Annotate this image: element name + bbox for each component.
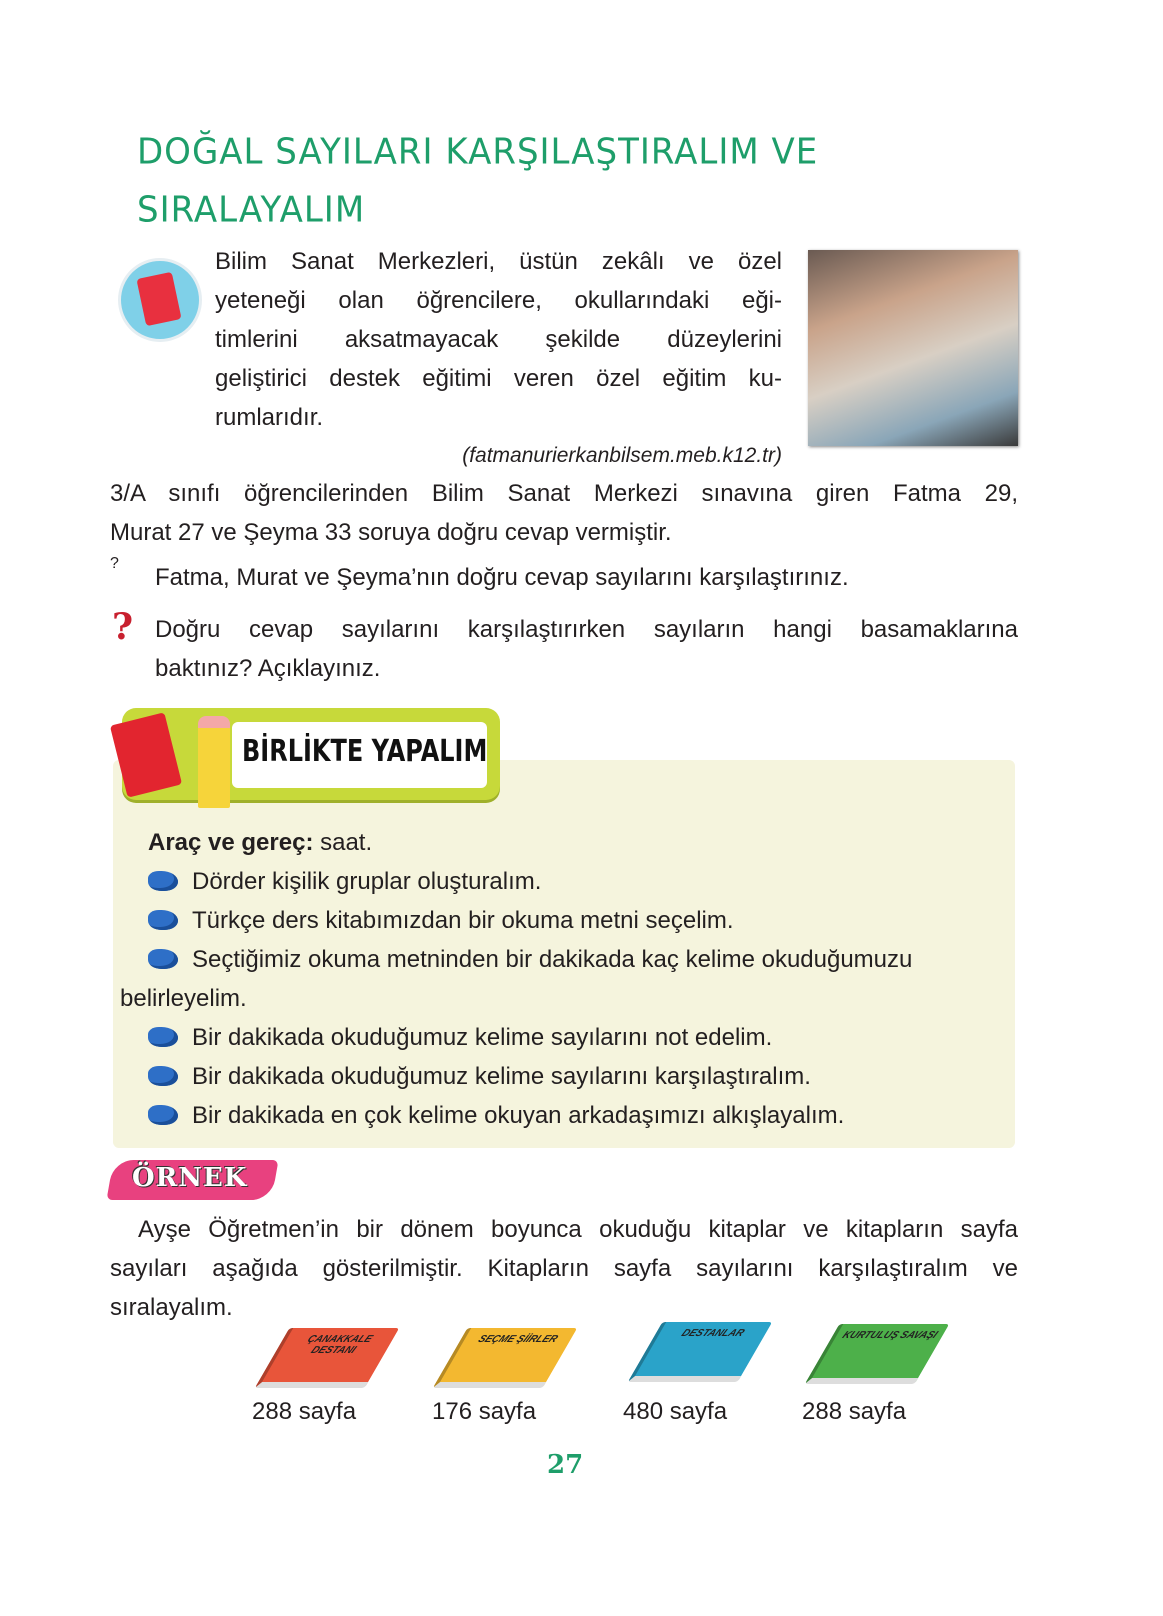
activity-step: Bir dakikada okuduğumuz kelime sayılarını not edelim. [148, 1018, 1018, 1057]
bullet-icon [148, 910, 178, 930]
section-title-line2: SIRALAYALIM [137, 189, 366, 231]
section-title-line1: DOĞAL SAYILARI KARŞILAŞTIRALIM VE [137, 131, 819, 173]
book-destanlar: DESTANLAR [628, 1322, 773, 1382]
example-line: sıralayalım. [110, 1294, 233, 1321]
bullet-icon [148, 1105, 178, 1125]
intro-line: geliştirici destek eğitimi veren özel eğitim ku- [215, 365, 782, 392]
activity-steps [120, 862, 1018, 1135]
bullet-icon [148, 1027, 178, 1047]
intro-line: yeteneği olan öğrencilere, okullarındaki eği- [215, 287, 782, 314]
problem-line: Murat 27 ve Şeyma 33 soruya doğru cevap vermiştir. [110, 519, 672, 546]
source-citation: (fatmanurierkanbilsem.meb.k12.tr) [462, 444, 782, 467]
example-line: Ayşe Öğretmen’in bir dönem boyunca okuduğu kitaplar ve kitapların sayfa [138, 1216, 1018, 1243]
book-page-count: 288 sayfa [802, 1398, 907, 1425]
problem-paragraph [110, 474, 1018, 552]
bullet-icon [148, 871, 178, 891]
book-page-count: 480 sayfa [623, 1398, 728, 1425]
activity-step-continuation: belirleyelim. [120, 985, 247, 1012]
intro-line: rumlarıdır. [215, 404, 324, 431]
classroom-photo [808, 250, 1018, 446]
question-mark-icon: ? [112, 606, 134, 648]
activity-step: Türkçe ders kitabımızdan bir okuma metni seçelim. [148, 901, 1018, 940]
book-kurtulus-savasi: KURTULUŞ SAVAŞI [805, 1324, 950, 1384]
question-mark-icon: ? [110, 555, 119, 572]
activity-step: Bir dakikada en çok kelime okuyan arkadaşımızı alkışlayalım. [148, 1096, 1018, 1135]
materials-label: Araç ve gereç: [148, 829, 314, 856]
question-2 [155, 610, 1018, 688]
pencil-mascot-icon [198, 716, 230, 808]
intro-paragraph [215, 242, 782, 437]
example-badge-label: ÖRNEK [132, 1163, 248, 1193]
example-line: sayıları aşağıda gösterilmiştir. Kitapların sayfa sayılarını karşılaştıralım ve [110, 1255, 1018, 1282]
materials-value: saat. [313, 829, 373, 856]
activity-banner-title: BİRLİKTE YAPALIM [242, 734, 488, 769]
book-page-count: 176 sayfa [432, 1398, 537, 1425]
activity-step: Bir dakikada okuduğumuz kelime sayılarını karşılaştıralım. [148, 1057, 1018, 1096]
page-number: 27 [547, 1450, 584, 1480]
activity-step: Dörder kişilik gruplar oluşturalım. [148, 862, 1018, 901]
book-secme-siirler: SEÇME ŞİİRLER [433, 1328, 578, 1388]
book-page-count: 288 sayfa [252, 1398, 357, 1425]
question-1: Fatma, Murat ve Şeyma’nın doğru cevap sayılarını karşılaştırınız. [155, 564, 849, 591]
intro-line: timlerini aksatmayacak şekilde düzeylerini [215, 326, 782, 353]
activity-step: Seçtiğimiz okuma metninden bir dakikada kaç kelime okuduğumuzu [148, 940, 1018, 979]
intro-line: Bilim Sanat Merkezleri, üstün zekâlı ve özel [215, 248, 782, 275]
materials-line [148, 823, 372, 862]
bullet-icon [148, 949, 178, 969]
example-paragraph [110, 1210, 1018, 1327]
notebook-mascot-icon [118, 258, 202, 342]
question-line: baktınız? Açıklayınız. [155, 655, 381, 682]
problem-line: 3/A sınıfı öğrencilerinden Bilim Sanat Merkezi sınavına giren Fatma 29, [110, 480, 1018, 507]
bullet-icon [148, 1066, 178, 1086]
question-line: Doğru cevap sayılarını karşılaştırırken sayıların hangi basamaklarına [155, 616, 1018, 643]
book-canakkale-destani: ÇANAKKALE DESTANI [255, 1328, 400, 1388]
